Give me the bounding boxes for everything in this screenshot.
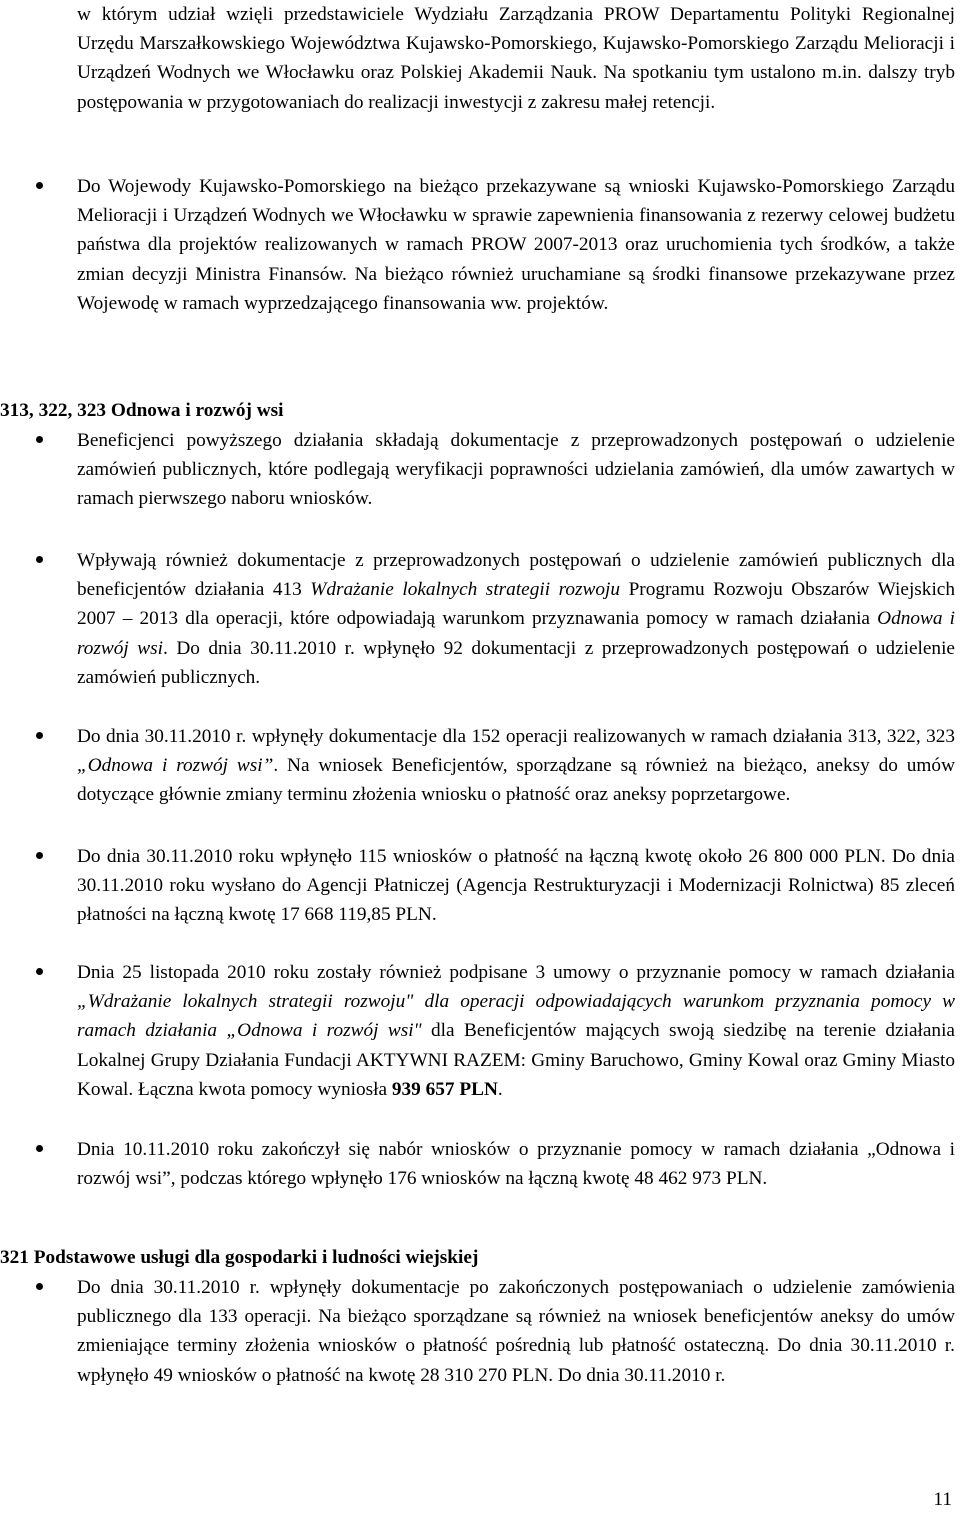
text-run: Do dnia 30.11.2010 roku wpłynęło 115 wniosków o płatność na łączną kwotę około 26 800 000 PLN. Do dnia 30.11.2010 roku wysłano do Agencji Płatniczej (Agencja Restrukturyzacji i Modernizacji Rolnictwa) 85 zleceń płatności na łączną kwotę 17 668 119,85 PLN. bbox=[77, 846, 955, 926]
italic-text: Wdrażanie lokalnych strategii rozwoju bbox=[310, 579, 621, 601]
text-run: w którym udział wzięli przedstawiciele Wydziału Zarządzania PROW Departamentu Polityki Regionalnej Urzędu Marszałkowskiego Województwa Kujawsko-Pomorskiego, Kujawsko-Pomorskiego Zarządu Melioracji i Urządzeń Wodnych we Włocławku oraz Polskiej Akademii Nauk. Na spotkaniu tym ustalono m.in. dalszy tryb postępowania w przygotowaniach do realizacji inwestycji z zakresu małej retencji. bbox=[77, 4, 955, 113]
bold-text: 939 657 PLN bbox=[391, 1078, 498, 1100]
text-run: Do dnia 30.11.2010 r. wpłynęły dokumentacje po zakończonych postępowaniach o udzielenie zamówienia publicznego dla 133 operacji. Na bieżąco sporządzane są również na wniosek beneficjentów aneksy do umów zmieniające terminy złożenia wniosków o płatność pośrednią lub płatność ostateczną. Do dnia 30.11.2010 r. wpłynęło 49 wniosków o płatność na kwotę 28 310 270 PLN. Do dnia 30.11.2010 r. bbox=[77, 1277, 955, 1386]
italic-text: „Odnowa i rozwój wsi” bbox=[77, 755, 274, 777]
bullet-paragraph-152-operacji bbox=[77, 722, 955, 810]
bullet-marker bbox=[36, 968, 43, 975]
bullet-marker bbox=[36, 1283, 43, 1290]
bullet-marker bbox=[36, 732, 43, 739]
bullet-marker bbox=[36, 1145, 43, 1152]
text-run: Dnia 10.11.2010 roku zakończył się nabór wniosków o przyznanie pomocy w ramach działania „Odnowa i rozwój wsi”, podczas którego wpłynęło 176 wniosków na łączną kwotę 48 462 973 PLN. bbox=[77, 1139, 955, 1190]
text-run: Do Wojewody Kujawsko-Pomorskiego na bieżąco przekazywane są wnioski Kujawsko-Pomorskiego Zarządu Melioracji i Urządzeń Wodnych we Włocławku w sprawie zapewnienia finansowania z rezerwy celowej budżetu państwa dla projektów realizowanych w ramach PROW 2007-2013 oraz uruchomienia tych środków, a także zmian decyzji Ministra Finansów. Na bieżąco również uruchamiane są środki finansowe przekazywane przez Wojewodę w ramach wyprzedzającego finansowania ww. projektów. bbox=[77, 176, 955, 314]
text-run: . Do dnia 30.11.2010 r. wpłynęło 92 dokumentacji z przeprowadzonych postępowań o udzielenie zamówień publicznych. bbox=[77, 637, 955, 688]
text-run: Wpływają również dokumentacje z przeprowadzonych postępowań o udzielenie zamówień publicznych dla beneficjentów działania 413 bbox=[77, 550, 955, 601]
bullet-paragraph-321 bbox=[77, 1273, 955, 1390]
text-run: . Na wniosek Beneficjentów, sporządzane są również na bieżąco, aneksy do umów dotyczące głównie zmiany terminu złożenia wniosku o płatność oraz aneksy poprzetargowe. bbox=[77, 755, 955, 806]
intro-paragraph bbox=[77, 0, 955, 117]
bullet-paragraph-dokumentacje bbox=[77, 546, 955, 692]
bullet-paragraph-wojewoda bbox=[77, 172, 955, 318]
bullet-marker bbox=[36, 852, 43, 859]
text-run: Do dnia 30.11.2010 r. wpłynęły dokumentacje dla 152 operacji realizowanych w ramach działania 313, 322, 323 bbox=[77, 726, 955, 747]
text-run: Beneficjenci powyższego działania składają dokumentacje z przeprowadzonych postępowań o udzielenie zamówień publicznych, które podlegają weryfikacji poprawności udzielania zamówień, dla umów zawartych w ramach pierwszego naboru wniosków. bbox=[77, 430, 955, 510]
bullet-paragraph-wnioski-platnosc bbox=[77, 842, 955, 930]
section-heading-uslugi: 321 Podstawowe usługi dla gospodarki i ludności wiejskiej bbox=[0, 1247, 479, 1268]
text-run: . bbox=[497, 1078, 503, 1100]
page-number: 11 bbox=[933, 1489, 952, 1510]
text-run: Dnia 25 listopada 2010 roku zostały również podpisane 3 umowy o przyznanie pomocy w ramach działania bbox=[77, 962, 955, 983]
text-run: dla Beneficjentów mających swoją siedzibę na terenie działania Lokalnej Grupy Działania Fundacji AKTYWNI RAZEM: Gminy Baruchowo, Gminy Kowal oraz Gminy Miasto Kowal. Łączna kwota pomocy wyniosła bbox=[77, 1020, 955, 1100]
bullet-paragraph-beneficjenci bbox=[77, 426, 955, 514]
italic-text: „Wdrażanie lokalnych strategii rozwoju" dla operacji odpowiadających warunkom przyznania pomocy w ramach działania „Odnowa i rozwój wsi" bbox=[77, 991, 955, 1042]
italic-text: Odnowa i rozwój wsi bbox=[77, 608, 955, 659]
bullet-marker bbox=[36, 436, 43, 443]
section-heading-odnowa: 313, 322, 323 Odnowa i rozwój wsi bbox=[0, 400, 284, 421]
bullet-paragraph-nabor bbox=[77, 1135, 955, 1193]
bullet-paragraph-umowy bbox=[77, 958, 955, 1104]
bullet-marker bbox=[36, 556, 43, 563]
bullet-marker bbox=[36, 182, 43, 189]
text-run: Programu Rozwoju Obszarów Wiejskich 2007 – 2013 dla operacji, które odpowiadają warunkom przyznawania pomocy w ramach działania bbox=[77, 579, 955, 630]
